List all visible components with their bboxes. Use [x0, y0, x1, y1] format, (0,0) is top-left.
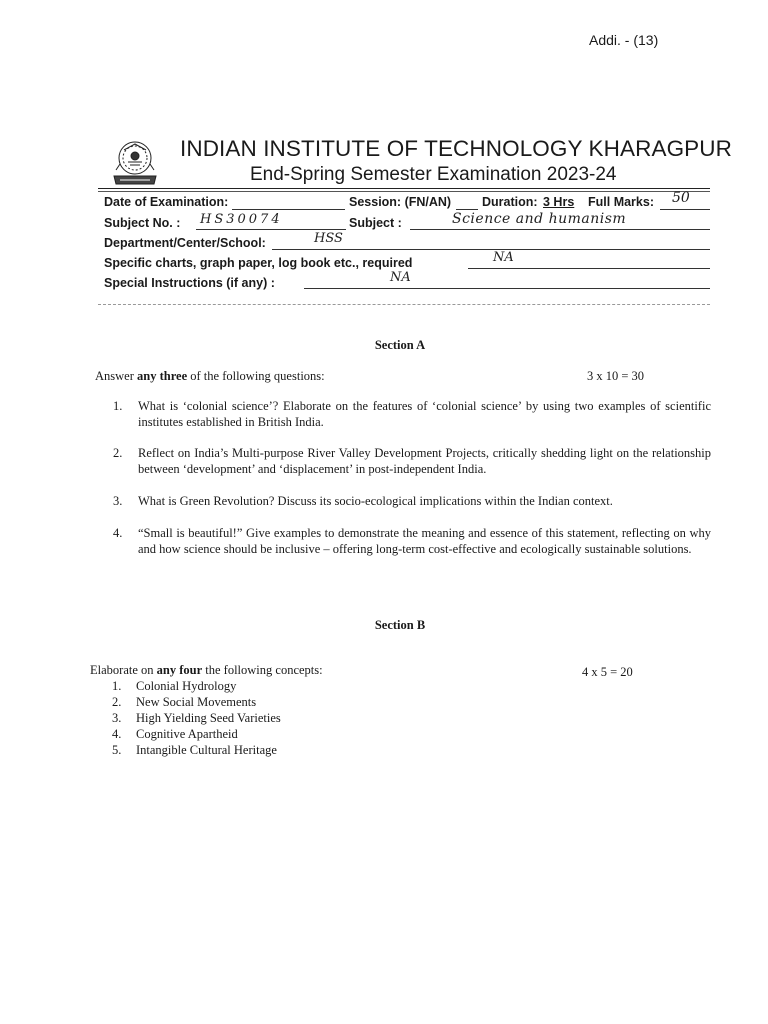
section-b-instruction-pre: Elaborate on — [90, 663, 157, 677]
subject-fill-line — [410, 229, 710, 230]
concept-text: Colonial Hydrology — [136, 679, 237, 693]
question-number: 2. — [113, 446, 123, 460]
section-a-marks: 3 x 10 = 30 — [587, 369, 645, 383]
concept-text: New Social Movements — [136, 695, 257, 709]
subject-no-label: Subject No. : — [104, 216, 181, 230]
full-marks-handwritten: 50 — [672, 190, 690, 206]
section-b-instruction-post: the following concepts: — [202, 663, 323, 677]
concept-item — [112, 694, 256, 710]
section-b-instruction — [90, 662, 323, 678]
concept-item — [112, 726, 238, 742]
concept-number: 1. — [112, 679, 122, 693]
charts-handwritten: NA — [493, 250, 514, 265]
special-instructions-fill-line — [304, 288, 710, 289]
header-rule-top — [98, 188, 710, 189]
concept-number: 3. — [112, 711, 122, 725]
question-text: “Small is beautiful!” Give examples to demonstrate the meaning and essence of this statement, reflecting on why and how science should be inclusive – offering long-term cost-effective and ecologically sustainable solutions. — [138, 526, 711, 556]
section-a-instruction-pre: Answer — [95, 369, 138, 383]
charts-label: Specific charts, graph paper, log book etc., required — [104, 256, 413, 270]
header-rule-bottom — [98, 304, 710, 305]
question-text: Reflect on India’s Multi-purpose River Valley Development Projects, critically shedding light on the relationship between ‘development’ and ‘displacement’ in post-independent India. — [138, 446, 711, 476]
page-reference: Addi. - (13) — [589, 32, 659, 48]
section-b-title: Section B — [374, 618, 426, 632]
concept-number: 2. — [112, 695, 122, 709]
concept-item — [112, 742, 277, 758]
session-label: Session: (FN/AN) — [349, 195, 452, 209]
subject-no-fill-line — [196, 229, 346, 230]
concept-text: High Yielding Seed Varieties — [136, 711, 281, 725]
duration-label: Duration: — [482, 195, 538, 209]
header-rule-top-secondary — [98, 191, 710, 192]
institute-title: INDIAN INSTITUTE OF TECHNOLOGY KHARAGPUR — [180, 136, 732, 161]
concept-text: Intangible Cultural Heritage — [136, 743, 277, 757]
concept-text: Cognitive Apartheid — [136, 727, 238, 741]
subject-no-handwritten: HS30074 — [200, 212, 283, 227]
question-number: 4. — [113, 526, 123, 540]
full-marks-label: Full Marks: — [588, 195, 654, 209]
full-marks-fill-line — [660, 209, 710, 210]
iit-kharagpur-emblem-icon — [106, 134, 164, 192]
department-fill-line — [272, 249, 710, 250]
question-number: 1. — [113, 399, 123, 413]
section-a-instruction-post: of the following questions: — [187, 369, 325, 383]
concept-number: 4. — [112, 727, 122, 741]
special-instructions-handwritten: NA — [390, 270, 411, 285]
section-a-title: Section A — [374, 338, 426, 352]
question-text: What is ‘colonial science’? Elaborate on the features of ‘colonial science’ by using two examples of scientific institutes established in British India. — [138, 399, 711, 429]
charts-fill-line — [468, 268, 710, 269]
section-b-marks: 4 x 5 = 20 — [582, 665, 633, 679]
subject-handwritten: Science and humanism — [452, 211, 627, 227]
concept-number: 5. — [112, 743, 122, 757]
department-handwritten: HSS — [314, 231, 343, 246]
exam-title: End-Spring Semester Examination 2023-24 — [250, 164, 617, 185]
question-text: What is Green Revolution? Discuss its socio-ecological implications within the Indian context. — [138, 494, 613, 508]
subject-label: Subject : — [349, 216, 402, 230]
date-fill-line — [232, 209, 345, 210]
date-label: Date of Examination: — [104, 195, 229, 209]
section-b-instruction-bold: any four — [156, 663, 203, 677]
concept-item — [112, 678, 236, 694]
session-fill-line — [456, 209, 478, 210]
concept-item — [112, 710, 281, 726]
section-a-instruction — [95, 368, 325, 384]
special-instructions-label: Special Instructions (if any) : — [104, 276, 275, 290]
section-a-instruction-bold: any three — [137, 369, 188, 383]
question-number: 3. — [113, 494, 123, 508]
department-label: Department/Center/School: — [104, 236, 266, 250]
duration-value: 3 Hrs — [543, 195, 575, 209]
